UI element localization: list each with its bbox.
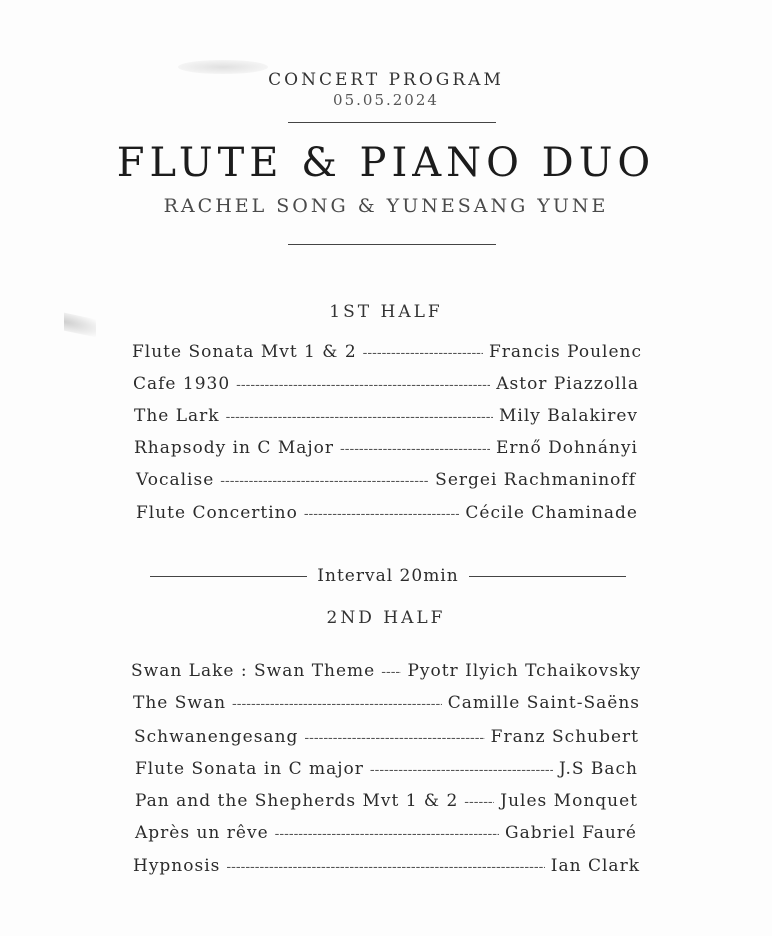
performers-line: RACHEL SONG & YUNESANG YUNE — [163, 195, 609, 217]
program-item — [136, 470, 636, 490]
concert-title: FLUTE & PIANO DUO — [116, 140, 656, 186]
composer-name: Mily Balakirev — [498, 406, 638, 426]
second-half-heading: 2ND HALF — [326, 608, 446, 628]
program-date: 05.05.2024 — [333, 91, 439, 109]
piece-title: Flute Concertino — [136, 503, 298, 523]
composer-name: Jules Monquet — [500, 791, 638, 811]
composer-name: Cécile Chaminade — [465, 503, 638, 523]
piece-title: Flute Sonata in C major — [135, 759, 364, 779]
piece-title: Vocalise — [136, 470, 215, 490]
first-half-heading: 1ST HALF — [329, 302, 443, 322]
program-item — [135, 791, 638, 811]
interval-rule-left — [150, 576, 307, 577]
program-item — [136, 503, 638, 523]
dot-leader — [340, 441, 490, 457]
composer-name: Sergei Rachmaninoff — [435, 470, 636, 490]
program-item — [131, 661, 641, 681]
composer-name: Pyotr Ilyich Tchaikovsky — [407, 661, 641, 681]
dot-leader — [304, 730, 484, 746]
dot-leader — [381, 664, 401, 680]
program-item — [133, 374, 639, 394]
dot-leader — [304, 506, 460, 522]
piece-title: Hypnosis — [133, 856, 221, 876]
piece-title: Schwanengesang — [134, 727, 299, 747]
dot-leader — [275, 826, 499, 842]
interval-divider — [150, 566, 626, 586]
dot-leader — [232, 696, 442, 712]
composer-name: Ernő Dohnányi — [495, 438, 638, 458]
composer-name: Camille Saint-Saëns — [447, 693, 640, 713]
top-divider — [288, 122, 496, 123]
composer-name: Gabriel Fauré — [505, 823, 637, 843]
program-item — [133, 693, 640, 713]
composer-name: Franz Schubert — [490, 727, 639, 747]
piece-title: The Swan — [133, 693, 227, 713]
piece-title: Après un rêve — [135, 823, 269, 843]
piece-title: Cafe 1930 — [133, 374, 231, 394]
composer-name: Ian Clark — [550, 856, 640, 876]
interval-rule-right — [469, 576, 626, 577]
dot-leader — [226, 409, 493, 425]
piece-title: Rhapsody in C Major — [134, 438, 334, 458]
program-item — [135, 759, 638, 779]
dot-leader — [464, 794, 494, 810]
dot-leader — [363, 345, 483, 361]
dot-leader — [226, 859, 544, 875]
composer-name: Astor Piazzolla — [496, 374, 639, 394]
piece-title: Pan and the Shepherds Mvt 1 & 2 — [135, 791, 459, 811]
program-item — [133, 856, 640, 876]
dot-leader — [236, 377, 490, 393]
interval-label: Interval 20min — [317, 566, 459, 586]
program-item — [134, 406, 638, 426]
program-item — [134, 727, 639, 747]
program-item — [134, 438, 638, 458]
piece-title: The Lark — [134, 406, 220, 426]
piece-title: Flute Sonata Mvt 1 & 2 — [132, 342, 357, 362]
title-divider — [288, 244, 496, 245]
dot-leader — [370, 762, 553, 778]
piece-title: Swan Lake : Swan Theme — [131, 661, 376, 681]
program-label: CONCERT PROGRAM — [268, 70, 504, 90]
program-item — [132, 342, 642, 362]
dot-leader — [220, 473, 429, 489]
program-item — [135, 823, 637, 843]
composer-name: J.S Bach — [558, 759, 638, 779]
composer-name: Francis Poulenc — [489, 342, 642, 362]
